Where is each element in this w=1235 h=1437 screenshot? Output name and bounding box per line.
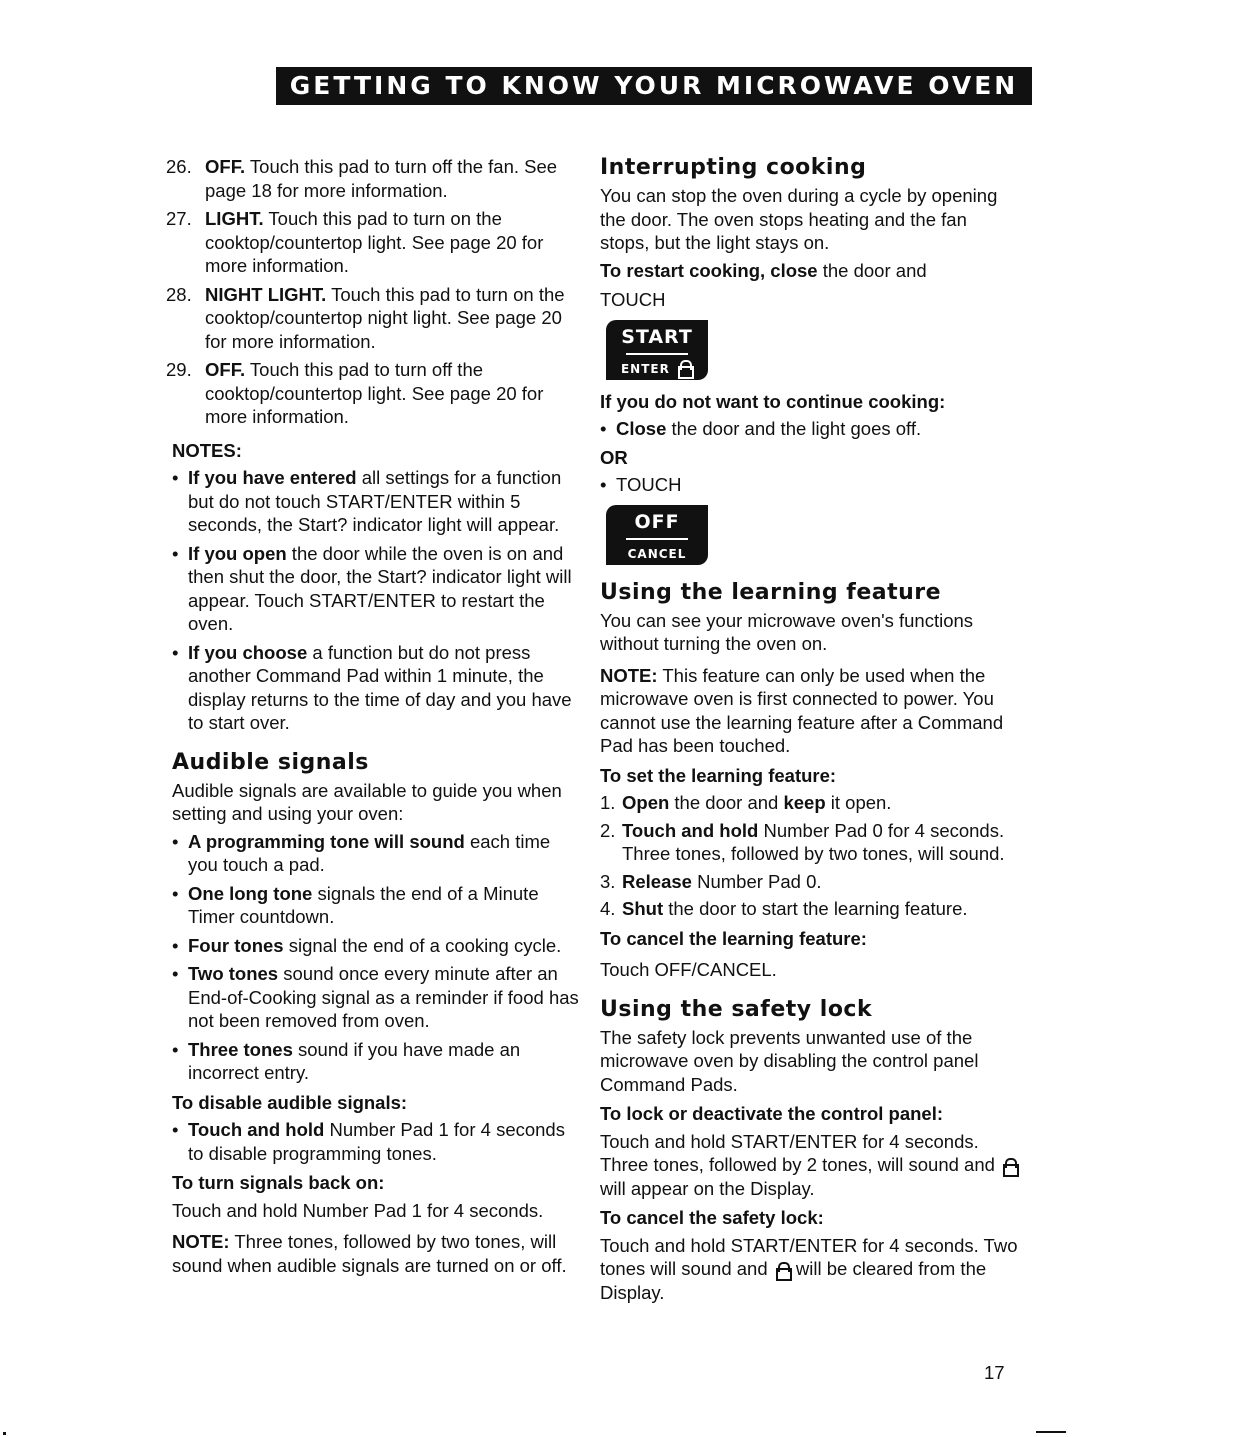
step-item: 3. Release Number Pad 0. bbox=[600, 870, 822, 892]
audible-heading: Audible signals bbox=[172, 749, 369, 775]
off-cancel-key: OFF CANCEL bbox=[606, 505, 708, 565]
turn-back-text: Touch and hold Number Pad 1 for 4 seconds. bbox=[172, 1199, 544, 1221]
start-enter-key: START ENTER bbox=[606, 320, 708, 380]
page-banner: GETTING TO KNOW YOUR MICROWAVE OVEN bbox=[276, 67, 1032, 105]
touch-item: • TOUCH bbox=[600, 473, 1020, 497]
step-item: 2. Touch and hold Number Pad 0 for 4 seconds. Three tones, followed by two tones, will sound. bbox=[600, 819, 1005, 864]
close-item: • Close the door and the light goes off. bbox=[600, 417, 1020, 441]
audible-item: • Two tones sound once every minute after an End-of-Cooking signal as a reminder if food has not been removed from oven. bbox=[172, 962, 582, 1033]
audible-intro: Audible signals are available to guide you when setting and using your oven: bbox=[172, 779, 562, 824]
audible-item: • Three tones sound if you have made an incorrect entry. bbox=[172, 1038, 582, 1085]
learning-heading: Using the learning feature bbox=[600, 579, 942, 605]
audible-note: NOTE: Three tones, followed by two tones, will sound when audible signals are turned on or off. bbox=[172, 1231, 567, 1276]
turn-back-label: To turn signals back on: bbox=[172, 1172, 385, 1193]
lock-text: Touch and hold START/ENTER for 4 seconds. Three tones, followed by 2 tones, will sound and will appear on the Display. bbox=[600, 1130, 1020, 1201]
cancel-lock-label: To cancel the safety lock: bbox=[600, 1207, 824, 1228]
or-label: OR bbox=[600, 446, 628, 468]
interrupt-heading: Interrupting cooking bbox=[600, 155, 867, 180]
note-item: • If you have entered all settings for a function but do not touch START/ENTER within 5 seconds, the Start? indicator light will appear. bbox=[172, 466, 582, 537]
disable-label: To disable audible signals: bbox=[172, 1091, 408, 1113]
cancel-learning-label: To cancel the learning feature: bbox=[600, 927, 867, 949]
note-item: • If you choose a function but do not press another Command Pad within 1 minute, the display returns to the time of day and you have to start over. bbox=[172, 641, 582, 735]
audible-item: • One long tone signals the end of a Minute Timer countdown. bbox=[172, 882, 582, 929]
lock-icon bbox=[776, 1262, 788, 1277]
safety-intro: The safety lock prevents unwanted use of the microwave oven by disabling the control panel Command Pads. bbox=[600, 1026, 979, 1095]
disable-item: • Touch and hold Number Pad 1 for 4 seconds to disable programming tones. bbox=[172, 1118, 582, 1165]
set-learning-label: To set the learning feature: bbox=[600, 764, 837, 786]
cancel-learning-text: Touch OFF/CANCEL. bbox=[600, 959, 777, 980]
left-column bbox=[166, 155, 582, 1281]
step-item: 4. Shut the door to start the learning feature. bbox=[600, 898, 968, 919]
audible-item: • Four tones signal the end of a cooking cycle. bbox=[172, 934, 582, 958]
restart-text: To restart cooking, close the door and bbox=[600, 259, 927, 281]
list-item: 26. OFF. Touch this pad to turn off the fan. See page 18 for more information. bbox=[166, 156, 558, 201]
list-item: 28. NIGHT LIGHT. Touch this pad to turn on the cooktop/countertop night light. See page 20 for more information. bbox=[166, 283, 565, 352]
scan-mark bbox=[3, 1432, 6, 1435]
lock-icon bbox=[1003, 1158, 1015, 1173]
interrupt-text: You can stop the oven during a cycle by opening the door. The oven stops heating and the fan stops, but the light stays on. bbox=[600, 185, 998, 253]
learning-note: NOTE: This feature can only be used when the microwave oven is first connected to power. You cannot use the learning feature after a Command Pad has been touched. bbox=[600, 664, 1004, 756]
audible-item: • A programming tone will sound each time you touch a pad. bbox=[172, 830, 582, 877]
lock-icon bbox=[678, 360, 690, 375]
notes-label: NOTES: bbox=[172, 439, 242, 461]
footer-rule bbox=[1036, 1431, 1066, 1433]
step-item: 1. Open the door and keep it open. bbox=[600, 792, 892, 813]
no-continue-label: If you do not want to continue cooking: bbox=[600, 390, 946, 412]
touch-label: TOUCH bbox=[600, 289, 666, 310]
cancel-lock-text: Touch and hold START/ENTER for 4 seconds. Two tones will sound and will be cleared from the Display. bbox=[600, 1234, 1018, 1303]
list-item: 29. OFF. Touch this pad to turn off the cooktop/countertop light. See page 20 for more information. bbox=[166, 359, 544, 427]
safety-heading: Using the safety lock bbox=[600, 996, 873, 1022]
learning-intro: You can see your microwave oven's functions without turning the oven on. bbox=[600, 609, 974, 654]
right-column bbox=[600, 150, 1020, 1308]
lock-label: To lock or deactivate the control panel: bbox=[600, 1103, 943, 1124]
page-number: 17 bbox=[984, 1362, 1005, 1383]
note-item: • If you open the door while the oven is on and then shut the door, the Start? indicator light will appear. Touch START/ENTER to restart the oven. bbox=[172, 542, 582, 636]
list-item: 27. LIGHT. Touch this pad to turn on the cooktop/countertop light. See page 20 for more information. bbox=[166, 208, 544, 276]
